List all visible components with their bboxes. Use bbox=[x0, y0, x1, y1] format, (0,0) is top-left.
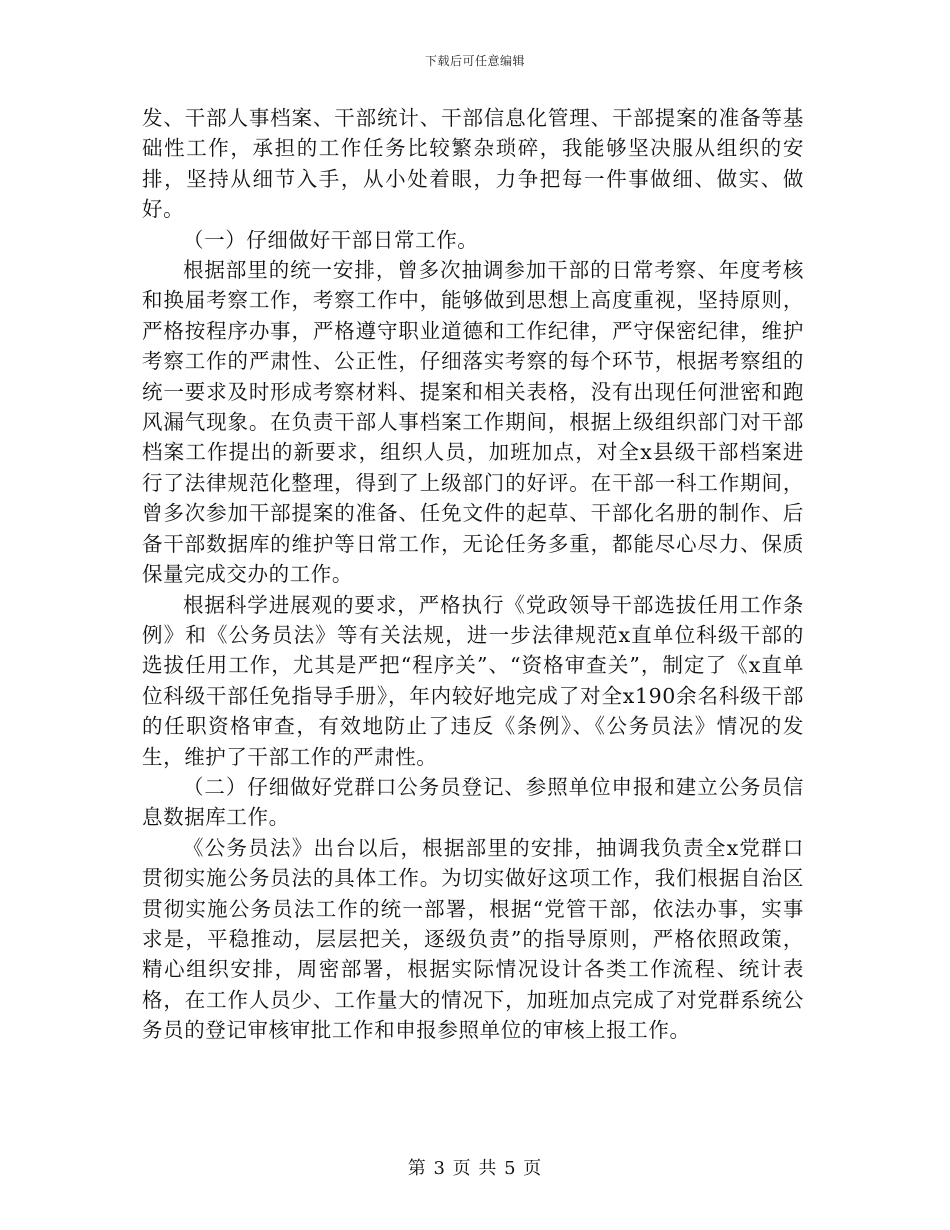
document-body bbox=[142, 103, 804, 1046]
paragraph-continuation: 发、干部人事档案、干部统计、干部信息化管理、干部提案的准备等基础性工作，承担的工作任务比较繁杂琐碎，我能够坚决服从组织的安排，坚持从细节入手，从小处着眼，力争把每一件事做细、做实、做好。 bbox=[142, 106, 804, 222]
page-number: 第 3 页 共 5 页 bbox=[407, 1158, 543, 1179]
page-header: 下载后可任意编辑 bbox=[424, 54, 525, 68]
section-heading-1: （一）仔细做好干部日常工作。 bbox=[183, 227, 479, 252]
paragraph-cadre-inspection: 根据部里的统一安排，曾多次抽调参加干部的日常考察、年度考核和换届考察工作，考察工作中，能够做到思想上高度重视，坚持原则，严格按程序办事，严格遵守职业道德和工作纪律，严守保密纪律，维护考察工作的严肃性、公正性，仔细落实考察的每个环节，根据考察组的统一要求及时形成考察材料、提案和相关表格，没有出现任何泄密和跑风漏气现象。在负责干部人事档案工作期间，根据上级组织部门对干部档案工作提出的新要求，组织人员，加班加点，对全x县级干部档案进行了法律规范化整理，得到了上级部门的好评。在干部一科工作期间，曾多次参加干部提案的准备、任免文件的起草、干部化名册的制作、后备干部数据库的维护等日常工作，无论任务多重，都能尽心尽力、保质保量完成交办的工作。 bbox=[142, 258, 804, 587]
section-heading-2: （二）仔细做好党群口公务员登记、参照单位申报和建立公务员信息数据库工作。 bbox=[142, 774, 804, 830]
paragraph-civil-servant-law: 《公务员法》出台以后，根据部里的安排，抽调我负责全x党群口贯彻实施公务员法的具体工作。为切实做好这项工作，我们根据自治区贯彻实施公务员法工作的统一部署，根据“党管干部，依法办事，实事求是，平稳推动，层层把关，逐级负责”的指导原则，严格依照政策，精心组织安排，周密部署，根据实际情况设计各类工作流程、统计表格，在工作人员少、工作量大的情况下，加班加点完成了对党群系统公务员的登记审核审批工作和申报参照单位的审核上报工作。 bbox=[142, 835, 804, 1043]
paragraph-selection-regulations: 根据科学进展观的要求，严格执行《党政领导干部选拔任用工作条例》和《公务员法》等有关法规，进一步法律规范x直单位科级干部的选拔任用工作，尤其是严把“程序关”、“资格审查关”，制定了《x直单位科级干部任免指导手册》，年内较好地完成了对全x190余名科级干部的任职资格审查，有效地防止了违反《条例》、《公务员法》情况的发生，维护了干部工作的严肃性。 bbox=[142, 592, 804, 769]
